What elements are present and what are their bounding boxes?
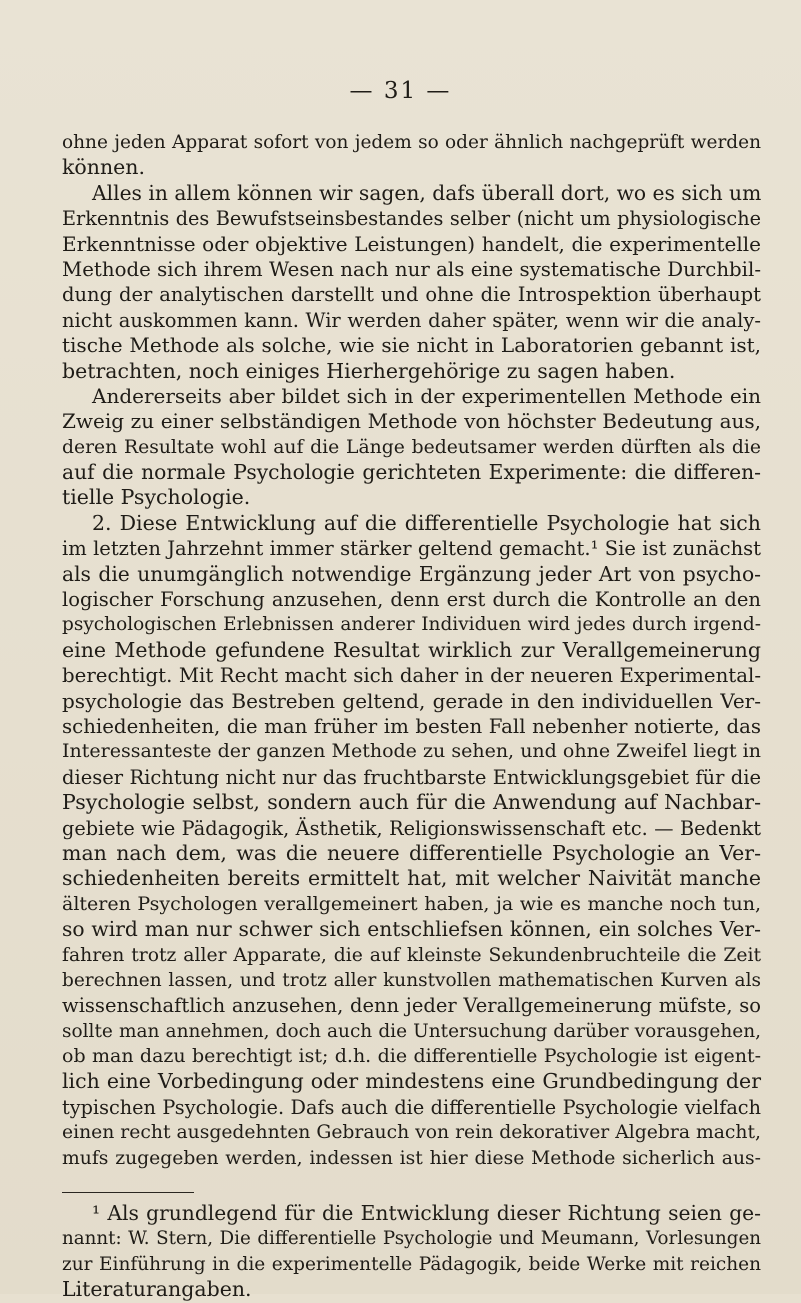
text-line: als die unumgänglich notwendige Ergänzung jeder Art von psycho- — [62, 561, 761, 586]
text-line: schiedenheiten, die man früher im besten Fall nebenher notierte, das — [62, 714, 761, 738]
text-line: älteren Psychologen verallgemeinert haben, ja wie es manche noch tun, — [62, 892, 761, 915]
text-line: betrachten, noch einiges Hierhergehörige zu sagen haben. — [62, 358, 676, 383]
footnote-line: ¹ Als grundlegend für die Entwicklung dieser Richtung seien ge- — [92, 1201, 761, 1226]
text-line: tielle Psychologie. — [62, 485, 251, 510]
text-line: fahren trotz aller Apparate, die auf kleinste Sekundenbruchteile die Zeit — [62, 944, 761, 966]
text-line: können. — [62, 155, 146, 180]
footnote-line: nannt: W. Stern, Die differentielle Psychologie und Meumann, Vorlesungen — [62, 1228, 761, 1250]
footnotes — [62, 1201, 761, 1303]
text-line: Zweig zu einer selbständigen Methode von höchster Bedeutung aus, — [62, 409, 761, 434]
text-line: nicht auskommen kann. Wir werden daher später, wenn wir die analy- — [62, 308, 761, 332]
text-line: psychologischen Erlebnissen anderer Individuen wird jedes durch irgend- — [62, 614, 761, 636]
text-line: deren Resultate wohl auf die Länge bedeutsamer werden dürften als die — [62, 436, 761, 458]
text-line: typischen Psychologie. Dafs auch die differentielle Psychologie vielfach — [62, 1095, 761, 1119]
text-line: schiedenheiten bereits ermittelt hat, mit welcher Naivität manche — [62, 866, 761, 891]
text-line: lich eine Vorbedingung oder mindestens eine Grundbedingung der — [62, 1069, 761, 1094]
body-text — [62, 130, 761, 1171]
text-line: ohne jeden Apparat sofort von jedem so oder ähnlich nachgeprüft werden — [62, 132, 761, 153]
text-line: berechnen lassen, und trotz aller kunstvollen mathematischen Kurven als — [62, 969, 761, 991]
text-line: so wird man nur schwer sich entschliefsen können, ein solches Ver- — [62, 917, 761, 942]
text-line: Andererseits aber bildet sich in der experimentellen Methode ein — [92, 383, 761, 408]
text-line: man nach dem, was die neuere differentielle Psychologie an Ver- — [62, 840, 761, 865]
text-line: Methode sich ihrem Wesen nach nur als eine systematische Durchbil- — [62, 257, 761, 281]
text-line: einen recht ausgedehnten Gebrauch von rein dekorativer Algebra macht, — [62, 1122, 761, 1144]
text-line: logischer Forschung anzusehen, denn erst durch die Kontrolle an den — [62, 588, 761, 612]
text-line: auf die normale Psychologie gerichteten Experimente: die differen- — [62, 460, 761, 485]
text-line: ob man dazu berechtigt ist; d.h. die differentielle Psychologie ist eigent- — [62, 1045, 761, 1068]
text-line: Psychologie selbst, sondern auch für die Anwendung auf Nachbar- — [62, 790, 761, 815]
text-line: dieser Richtung nicht nur das fruchtbarste Entwicklungsgebiet für die — [62, 765, 761, 789]
text-line: Interessanteste der ganzen Methode zu sehen, und ohne Zweifel liegt in — [62, 740, 761, 763]
text-line: wissenschaftlich anzusehen, denn jeder Verallgemeinerung müfste, so — [62, 994, 761, 1018]
text-line: sollte man annehmen, doch auch die Untersuchung darüber vorausgehen, — [62, 1020, 761, 1042]
text-line: Erkenntnis des Bewufstseinsbestandes selber (nicht um physiologische — [62, 207, 761, 231]
text-line: gebiete wie Pädagogik, Ästhetik, Religionswissenschaft etc. — Bedenkt — [62, 816, 761, 840]
text-line: berechtigt. Mit Recht macht sich daher in der neueren Experimental- — [62, 664, 761, 688]
footnote-line: Literaturangaben. — [62, 1277, 252, 1302]
text-line: 2. Diese Entwicklung auf die differentielle Psychologie hat sich — [92, 510, 761, 535]
text-line: tische Methode als solche, wie sie nicht in Laboratorien gebannt ist, — [62, 333, 761, 358]
text-line: Alles in allem können wir sagen, dafs überall dort, wo es sich um — [92, 180, 762, 205]
text-line: im letzten Jahrzehnt immer stärker geltend gemacht.¹ Sie ist zunächst — [62, 537, 761, 561]
text-line: eine Methode gefundene Resultat wirklich zur Verallgemeinerung — [62, 637, 761, 662]
text-line: Erkenntnisse oder objektive Leistungen) handelt, die experimentelle — [62, 231, 761, 256]
text-line: psychologie das Bestreben geltend, gerade in den individuellen Ver- — [62, 688, 761, 713]
text-line: mufs zugegeben werden, indessen ist hier diese Methode sicherlich aus- — [62, 1147, 761, 1169]
footnote-rule — [62, 1192, 194, 1193]
text-line: dung der analytischen darstellt und ohne die Introspektion überhaupt — [62, 283, 761, 307]
page-number: — 31 — — [349, 78, 452, 104]
footnote-line: zur Einführung in die experimentelle Pädagogik, beide Werke mit reichen — [62, 1253, 761, 1275]
